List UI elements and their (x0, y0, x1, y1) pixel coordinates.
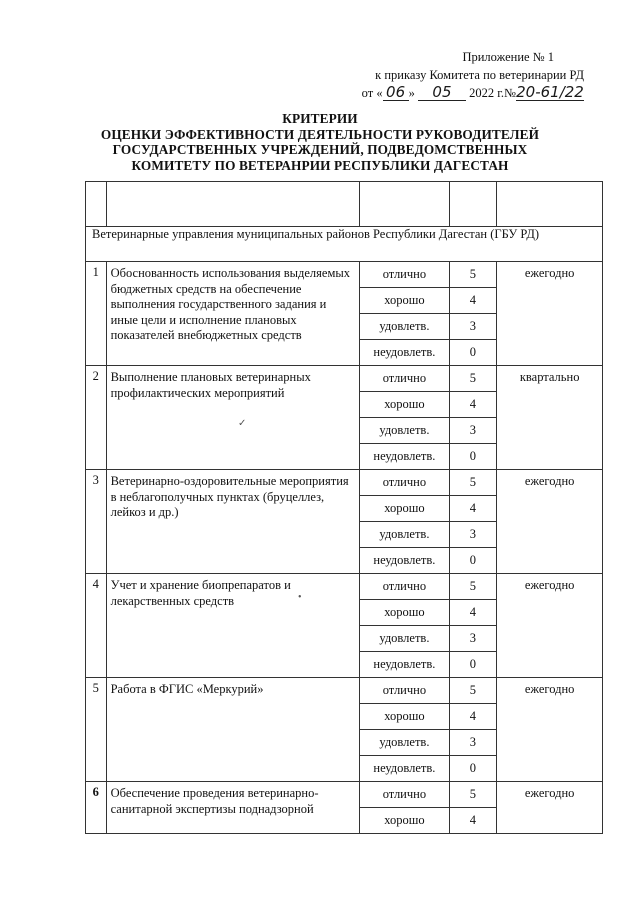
grade-label: отлично (360, 470, 449, 496)
handwritten-month: 05 (418, 85, 466, 101)
criterion-description: Выполнение плановых ветеринарных профилактических мероприятий (106, 366, 360, 470)
grade-label: хорошо (360, 392, 449, 418)
criterion-period: ежегодно (497, 782, 603, 834)
criterion-number: 1 (86, 262, 107, 366)
appendix-number: Приложение № 1 (462, 50, 554, 64)
table-row (86, 678, 603, 704)
grade-label: отлично (360, 782, 449, 808)
header-cell (86, 182, 107, 227)
grade-score: 4 (449, 496, 497, 522)
handwritten-day: 06 (383, 85, 409, 101)
table-header-row (86, 182, 603, 227)
header-cell (106, 182, 360, 227)
date-quote: » (408, 86, 415, 100)
title-line-1: КРИТЕРИИ (282, 111, 358, 126)
criterion-description: Работа в ФГИС «Меркурий» (106, 678, 360, 782)
order-reference: к приказу Комитета по ветеринарии РД (375, 68, 584, 82)
document-title (0, 111, 640, 173)
scan-mark: • (298, 592, 302, 603)
handwritten-order-number: 20-61/22 (516, 83, 584, 101)
table-row (86, 470, 603, 496)
header-cell (449, 182, 497, 227)
grade-label: хорошо (360, 288, 449, 314)
grade-score: 4 (449, 704, 497, 730)
grade-score: 3 (449, 314, 497, 340)
grade-score: 3 (449, 418, 497, 444)
grade-label: неудовлетв. (360, 340, 449, 366)
year-label: 2022 г.№ (469, 86, 516, 100)
grade-score: 3 (449, 626, 497, 652)
grade-label: неудовлетв. (360, 548, 449, 574)
table-row (86, 574, 603, 600)
table-row (86, 782, 603, 808)
grade-label: отлично (360, 262, 449, 288)
grade-label: хорошо (360, 808, 449, 834)
grade-label: отлично (360, 574, 449, 600)
grade-label: неудовлетв. (360, 756, 449, 782)
criterion-number: 5 (86, 678, 107, 782)
scan-mark: ✓ (238, 418, 247, 429)
grade-label: удовлетв. (360, 418, 449, 444)
grade-label: неудовлетв. (360, 444, 449, 470)
table-row (86, 262, 603, 288)
criterion-period: квартально (497, 366, 603, 470)
criterion-description: Учет и хранение биопрепаратов и лекарственных средств (106, 574, 360, 678)
grade-label: хорошо (360, 600, 449, 626)
section-row (86, 227, 603, 262)
grade-label: неудовлетв. (360, 652, 449, 678)
grade-score: 5 (449, 470, 497, 496)
grade-score: 0 (449, 548, 497, 574)
grade-label: удовлетв. (360, 314, 449, 340)
grade-score: 4 (449, 288, 497, 314)
criteria-table (85, 181, 603, 834)
criterion-description: Обеспечение проведения ветеринарно-санитарной экспертизы поднадзорной (106, 782, 360, 834)
criterion-number: 6 (86, 782, 107, 834)
header-cell (360, 182, 449, 227)
table-row (86, 366, 603, 392)
grade-score: 3 (449, 730, 497, 756)
section-title: Ветеринарные управления муниципальных районов Республики Дагестан (ГБУ РД) (86, 227, 603, 262)
grade-score: 0 (449, 340, 497, 366)
grade-score: 5 (449, 782, 497, 808)
criterion-period: ежегодно (497, 262, 603, 366)
criterion-description: Обоснованность использования выделяемых бюджетных средств на обеспечение выполнения государственного задания и иные цели и исполнение плановых показателей внебюджетных средств (106, 262, 360, 366)
appendix-header (344, 48, 584, 102)
grade-label: отлично (360, 366, 449, 392)
grade-score: 4 (449, 808, 497, 834)
grade-score: 4 (449, 600, 497, 626)
title-line-3: ГОСУДАРСТВЕННЫХ УЧРЕЖДЕНИЙ, ПОДВЕДОМСТВЕННЫХ (112, 142, 528, 157)
grade-label: хорошо (360, 496, 449, 522)
grade-score: 5 (449, 678, 497, 704)
order-date-line (344, 84, 584, 102)
criterion-number: 4 (86, 574, 107, 678)
criterion-period: ежегодно (497, 574, 603, 678)
grade-label: отлично (360, 678, 449, 704)
criterion-number: 2 (86, 366, 107, 470)
grade-label: хорошо (360, 704, 449, 730)
criterion-period: ежегодно (497, 470, 603, 574)
criterion-description: Ветеринарно-оздоровительные мероприятия в неблагополучных пунктах (бруцеллез, лейкоз и др.) (106, 470, 360, 574)
date-prefix: от « (361, 86, 383, 100)
criterion-number: 3 (86, 470, 107, 574)
grade-score: 0 (449, 444, 497, 470)
grade-score: 3 (449, 522, 497, 548)
title-line-2: ОЦЕНКИ ЭФФЕКТИВНОСТИ ДЕЯТЕЛЬНОСТИ РУКОВОДИТЕЛЕЙ (100, 126, 540, 142)
grade-score: 4 (449, 392, 497, 418)
title-line-4: КОМИТЕТУ ПО ВЕТЕРАНРИИ РЕСПУБЛИКИ ДАГЕСТАН (131, 157, 509, 173)
grade-score: 5 (449, 574, 497, 600)
grade-label: удовлетв. (360, 522, 449, 548)
grade-label: удовлетв. (360, 730, 449, 756)
grade-score: 0 (449, 756, 497, 782)
grade-score: 5 (449, 262, 497, 288)
grade-score: 5 (449, 366, 497, 392)
grade-label: удовлетв. (360, 626, 449, 652)
grade-score: 0 (449, 652, 497, 678)
header-cell (497, 182, 603, 227)
criterion-period: ежегодно (497, 678, 603, 782)
